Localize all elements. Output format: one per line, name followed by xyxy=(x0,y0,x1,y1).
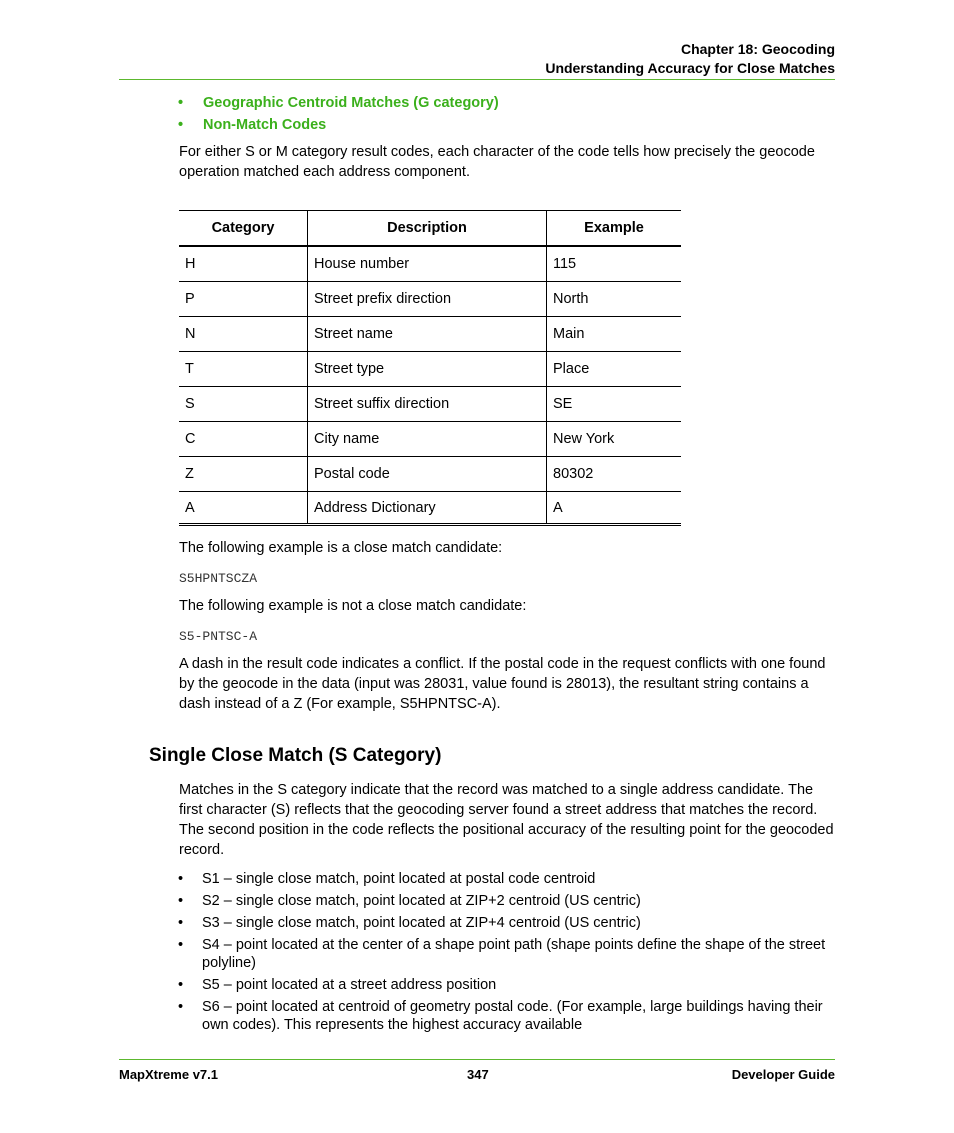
cell-category: N xyxy=(179,317,308,352)
cell-category: P xyxy=(179,282,308,317)
cell-description: House number xyxy=(308,246,547,282)
table-row xyxy=(179,422,681,457)
table-row xyxy=(179,317,681,352)
cell-category: Z xyxy=(179,457,308,492)
cell-example: New York xyxy=(547,422,682,457)
table-row xyxy=(179,246,681,282)
cell-category: A xyxy=(179,492,308,525)
example1-text: The following example is a close match candidate: xyxy=(179,540,503,556)
cell-description: City name xyxy=(308,422,547,457)
footer-page-number: 347 xyxy=(467,1067,489,1082)
list-item xyxy=(178,914,835,932)
link-geographic-centroid[interactable] xyxy=(178,92,499,114)
table-row xyxy=(179,492,681,525)
table-header-row xyxy=(179,211,681,247)
table-row xyxy=(179,387,681,422)
link-non-match-codes[interactable] xyxy=(178,114,499,136)
cell-category: T xyxy=(179,352,308,387)
cell-category: H xyxy=(179,246,308,282)
cell-example: SE xyxy=(547,387,682,422)
list-item-text: S1 – single close match, point located at postal code centroid xyxy=(202,871,596,887)
bullet: • xyxy=(178,117,184,133)
section-heading: Single Close Match (S Category) xyxy=(149,745,442,766)
footer-rule xyxy=(119,1059,835,1060)
bullet: • xyxy=(178,95,184,111)
list-item xyxy=(178,936,835,972)
code-category-table xyxy=(179,210,681,526)
header-description: Description xyxy=(308,211,547,247)
footer-product: MapXtreme v7.1 xyxy=(119,1067,218,1082)
cell-example: 115 xyxy=(547,246,682,282)
link-label[interactable]: Geographic Centroid Matches (G category) xyxy=(203,95,499,111)
cell-category: C xyxy=(179,422,308,457)
list-item-text: S3 – single close match, point located at ZIP+4 centroid (US centric) xyxy=(202,915,641,931)
example2-text: The following example is not a close match candidate: xyxy=(179,598,527,614)
list-item xyxy=(178,976,835,994)
cell-example: Main xyxy=(547,317,682,352)
cell-example: North xyxy=(547,282,682,317)
section-header: Understanding Accuracy for Close Matches xyxy=(545,60,835,76)
list-item xyxy=(178,892,835,910)
cell-example: Place xyxy=(547,352,682,387)
list-item-text: S2 – single close match, point located at ZIP+2 centroid (US centric) xyxy=(202,893,641,909)
bullet: • xyxy=(178,977,184,993)
cell-category: S xyxy=(179,387,308,422)
bullet: • xyxy=(178,915,184,931)
footer-guide: Developer Guide xyxy=(731,1067,835,1082)
link-label[interactable]: Non-Match Codes xyxy=(203,117,327,133)
example1-code: S5HPNTSCZA xyxy=(179,571,258,586)
header-example: Example xyxy=(547,211,682,247)
cell-example: A xyxy=(547,492,682,525)
cell-description: Street prefix direction xyxy=(308,282,547,317)
cell-description: Street name xyxy=(308,317,547,352)
cell-description: Postal code xyxy=(308,457,547,492)
bullet: • xyxy=(178,871,184,887)
list-item xyxy=(178,870,835,888)
list-item-text: S5 – point located at a street address position xyxy=(202,977,497,993)
running-header xyxy=(545,40,835,78)
list-item xyxy=(178,998,835,1034)
bullet: • xyxy=(178,999,184,1015)
bullet: • xyxy=(178,937,184,953)
intro-paragraph: For either S or M category result codes, each character of the code tells how precisely the geocode operation matched each address component. xyxy=(179,144,815,180)
cell-example: 80302 xyxy=(547,457,682,492)
header-category: Category xyxy=(179,211,308,247)
cell-description: Street suffix direction xyxy=(308,387,547,422)
bullet: • xyxy=(178,893,184,909)
table-row xyxy=(179,282,681,317)
table-row xyxy=(179,457,681,492)
chapter-title: Chapter 18: Geocoding xyxy=(680,41,835,57)
s-code-list xyxy=(178,870,835,1038)
cell-description: Address Dictionary xyxy=(308,492,547,525)
section-paragraph: Matches in the S category indicate that the record was matched to a single address candidate. The first character (S) reflects that the geocoding server found a street address that matches the record. The second position in the code reflects the positional accuracy of the resulting point for the geocoded record. xyxy=(179,782,834,858)
related-links xyxy=(178,92,499,136)
table-row xyxy=(179,352,681,387)
dash-paragraph: A dash in the result code indicates a conflict. If the postal code in the request conflicts with one found by the geocode in the data (input was 28031, value found is 28013), the resultant string contains a dash instead of a Z (For example, S5HPNTSC-A). xyxy=(179,656,826,712)
header-rule xyxy=(119,79,835,80)
list-item-text: S6 – point located at centroid of geometry postal code. (For example, large buildings having their own codes). This represents the highest accuracy available xyxy=(202,999,823,1033)
cell-description: Street type xyxy=(308,352,547,387)
list-item-text: S4 – point located at the center of a shape point path (shape points define the shape of the street polyline) xyxy=(202,937,826,971)
example2-code: S5-PNTSC-A xyxy=(179,629,258,644)
